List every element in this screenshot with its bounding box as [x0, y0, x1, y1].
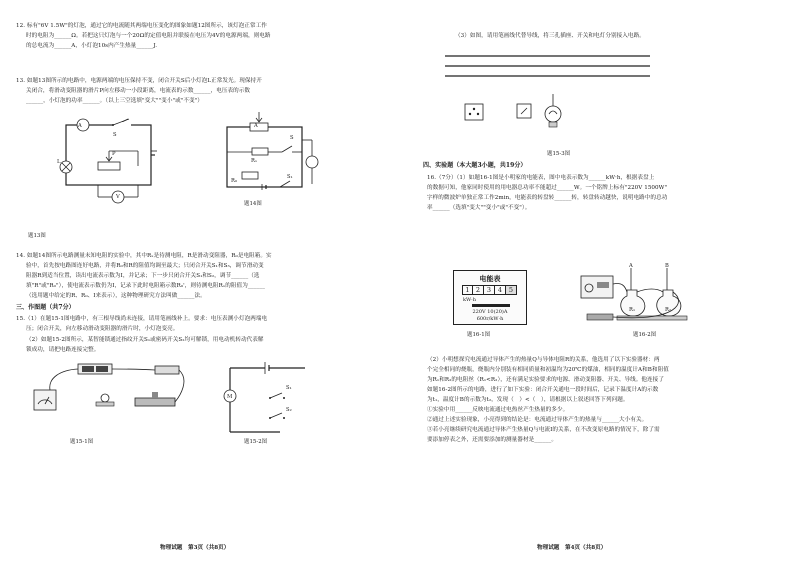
fig15-2-circuit [220, 360, 320, 440]
q16-2-line6: ①实验中用______反映电流通过电热丝产生热量的多少。 [427, 407, 569, 413]
section-4-heading: 四、实验题（本大题3小题，共19分） [423, 162, 527, 169]
meter-digits [462, 285, 517, 295]
fig16-2-label-a: A [629, 263, 633, 269]
fig15-3-wiring [445, 52, 665, 142]
fig13-label-v: V [116, 194, 120, 200]
meter-digit: 3 [484, 285, 495, 295]
fig16-2-apparatus [577, 262, 697, 332]
right-page [397, 0, 794, 561]
q13-line1: 13. 如题13图所示的电路中，电源两端的电压保持不变，闭合开关S后小灯泡L正常发光。现保持开 [16, 78, 262, 84]
q16-2-line2: 个完全相同的烧瓶，烧瓶内分别装有相同质量和初温均为20℃的煤油，相同的温度计A和B和阻值 [427, 367, 669, 373]
fig14-label-rx: Rₓ [251, 158, 258, 164]
q14-line5: （选用题中给定的R、R₀、I来表示），这种物理研究方法叫做______法。 [26, 293, 206, 299]
fig15-2-label-s1: S₁ [286, 385, 292, 391]
fig14-label-a: A [254, 123, 258, 129]
fig15-2-label-m: M [227, 394, 233, 400]
q12-line1: 12. 标有"6V 1.5W"的灯泡，通过它的电流随其两端电压变化的图象如题12图所示，该灯泡正常工作 [16, 23, 267, 29]
fig16-2-label-r1: R₁ [629, 307, 636, 313]
fig13-caption: 题13图 [28, 233, 46, 239]
meter-title: 电能表 [479, 274, 501, 283]
q16-2-line8: ③若小亮继续研究电流通过导体产生热量Q与电流I的关系，在不改变原电路的情况下，除了需 [427, 427, 660, 433]
fig13-circuit [58, 115, 178, 225]
q15-line2: 压；闭合开关，向左移动滑动变阻器的滑片时，小灯泡变亮。 [26, 326, 179, 332]
q15-line1: 15.（1）在题15-1图电路中，有三根导线尚未连接，请用笔画线补上。要求：电压表测小灯泡两端电 [16, 316, 268, 322]
meter-disk-window [472, 304, 510, 307]
fig15-1-caption: 题15-1图 [70, 439, 94, 445]
fig14-label-s: S [290, 135, 294, 141]
meter-digit: 4 [495, 285, 506, 295]
right-page-footer: 物理试题 第4页（共8页） [537, 545, 607, 551]
electricity-meter [453, 270, 527, 325]
q16-line1: 16.（7分）（1）如题16-1图是小明家的电能表，图中电表示数为______kW·h，根据表盘上 [427, 175, 655, 181]
fig14-caption: 题14图 [244, 201, 262, 207]
q16-2-line7: ②通过上述实验现象，小亮得到的结论是：电流通过导体产生的热量与______大小有关。 [427, 417, 648, 423]
q16-2-line1: （2）小明想探究电流通过导体产生的热量Q与导体电阻R的关系，他选用了以下实验器材：两 [427, 357, 660, 363]
q13-line3: ______，小灯泡的功率______。（以上三空选填"变大""变小"或"不变"） [26, 98, 203, 104]
q14-line1: 14. 如题14图所示电路测量未知电阻的实验中，其中Rₓ是待测电阻，R是滑动变阻器，R₀是电阻箱。实 [16, 253, 272, 259]
meter-rating: 220V 10(20)A [472, 309, 508, 315]
fig14-label-r0: R₀ [231, 178, 238, 184]
q15-line4: 锁成功，请把电路连接完整。 [26, 347, 100, 353]
q13-line2: 关闭合，将滑动变阻器的滑片P向左移动一小段距离，电流表的示数______，电压表的示数 [26, 88, 251, 94]
q16-2-line9: 要添加停表之外，还需要添加的测量器材是______。 [427, 437, 557, 443]
fig13-label-l: L [57, 159, 61, 165]
fig15-2-caption: 题15-2图 [244, 439, 268, 445]
q12-line3: 的总电流为______A，小灯泡10s内产生热量______J. [26, 43, 158, 49]
meter-digit: 2 [473, 285, 484, 295]
q15-3-text: （3）如图，请用笔画线代替导线，将三孔插座、开关和电灯分别接入电路。 [455, 33, 645, 39]
q16-line3: 字样的微波炉单独正常工作2min，电能表的转盘转______转，转盘转动越快，说明电路中的总功 [427, 195, 668, 201]
q14-line4: 填"R"或"R₀"），使电流表示数仍为I，记录下此时电阻箱示数R₀'，则待测电阻Rₓ的阻值为______ [26, 283, 265, 289]
q15-line3: （2）如题15-2图所示，某智能锁通过指纹开关S₁或密码开关S₂均可解锁，用电动机转动代表解 [26, 337, 264, 343]
q16-line4: 率______（选填"变大""变小"或"不变"）。 [427, 205, 531, 211]
fig16-2-caption: 题16-2图 [633, 332, 657, 338]
fig16-1-caption: 题16-1图 [467, 332, 491, 338]
fig13-label-s: S [113, 132, 117, 138]
meter-unit: kW·h [463, 297, 476, 303]
q14-line2: 验中，首先按电路图连好电路，并将R₀和R的阻值均调至最大；只闭合开关S₁和S₃，调节滑动变 [26, 263, 264, 269]
fig15-1-apparatus [30, 360, 200, 435]
meter-digit: 1 [462, 285, 473, 295]
q16-2-line5: 为t₁，温度计B的示数为t₂，发现（ ）<（ ），请根据以上叙述回答下列问题。 [427, 397, 629, 403]
q14-line3: 阻器R到适当位置，读出电流表示数为I，并记录；下一步只闭合开关S₁和S₂，调节______（选 [26, 273, 260, 279]
fig14-circuit [222, 112, 332, 212]
section-3-heading: 三、作图题（共7分） [16, 304, 75, 311]
fig15-3-caption: 题15-3图 [547, 151, 571, 157]
fig13-label-p: P [112, 151, 116, 157]
q16-2-line4: 如题16-2图所示的电路，进行了如下实验：闭合开关通电一段时间后，记录下温度计A的示数 [427, 387, 659, 393]
fig14-label-s1: S₁ [287, 174, 293, 180]
q16-line2: 的数据可知，他家同时使用的用电器总功率不能超过______W。一个铭牌上标有"220V 1500W" [427, 185, 668, 191]
fig16-2-label-r2: R₂ [665, 307, 672, 313]
meter-constant: 600r/kW·h [476, 316, 504, 322]
fig13-label-a: A [78, 123, 82, 129]
fig16-2-label-b: B [665, 263, 669, 269]
q16-2-line3: 为R₁和R₂的电阻丝（R₁<R₂），还有满足实验要求的电源、滑动变阻器、开关、导线。他连接了 [427, 377, 664, 383]
fig15-2-label-s2: S₂ [286, 407, 292, 413]
meter-digit-decimal: 5 [506, 285, 517, 295]
left-page-footer: 物理试题 第3页（共8页） [160, 545, 230, 551]
q12-line2: 时的电阻为______Ω。若把这只灯泡与一个20Ω的定值电阻并联接在电压为4V的电源两端，则电路 [26, 33, 271, 39]
